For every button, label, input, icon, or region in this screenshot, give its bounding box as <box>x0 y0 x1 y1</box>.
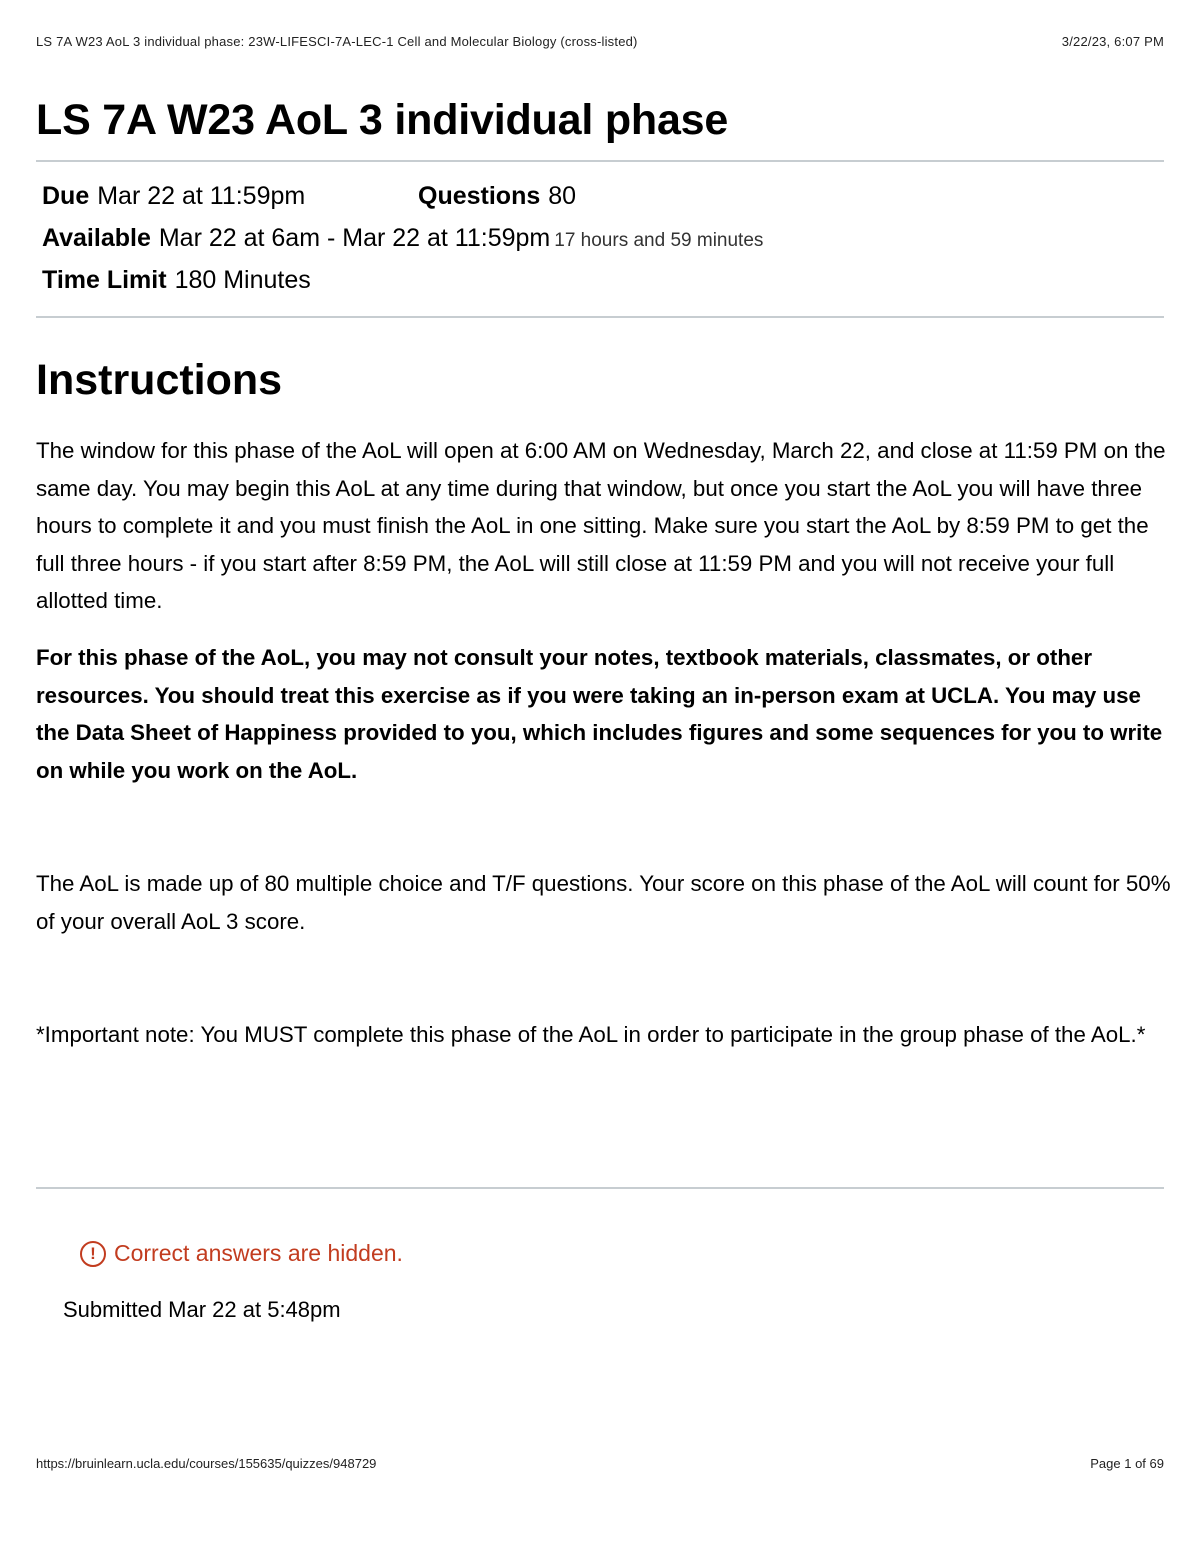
print-footer-page: Page 1 of 69 <box>1090 1456 1164 1471</box>
page-title: LS 7A W23 AoL 3 individual phase <box>36 96 729 144</box>
questions-row <box>418 182 576 211</box>
questions-label: Questions <box>418 182 541 210</box>
due-value: Mar 22 at 11:59pm <box>97 182 306 210</box>
print-header-datetime: 3/22/23, 6:07 PM <box>1061 34 1164 49</box>
submitted-timestamp: Submitted Mar 22 at 5:48pm <box>63 1297 341 1322</box>
due-label: Due <box>42 182 90 210</box>
divider-top <box>36 160 1164 162</box>
due-row <box>42 182 305 211</box>
time-limit-row <box>42 266 311 295</box>
available-value: Mar 22 at 6am - Mar 22 at 11:59pm <box>158 224 551 252</box>
instructions-heading: Instructions <box>36 356 283 404</box>
hidden-answers-notice <box>80 1240 403 1267</box>
available-row <box>42 224 763 253</box>
hidden-answers-text: Correct answers are hidden. <box>114 1240 403 1266</box>
print-footer-url[interactable]: https://bruinlearn.ucla.edu/courses/155635/quizzes/948729 <box>36 1456 377 1471</box>
instructions-paragraph-scoring: The AoL is made up of 80 multiple choice and T/F questions. Your score on this phase of the AoL will count for 50% of your overall AoL 3 score. <box>36 871 1171 934</box>
time-limit-label: Time Limit <box>42 266 167 294</box>
available-duration: 17 hours and 59 minutes <box>554 230 764 251</box>
print-header-title: LS 7A W23 AoL 3 individual phase: 23W-LIFESCI-7A-LEC-1 Cell and Molecular Biology (cross-listed) <box>36 34 638 49</box>
available-label: Available <box>42 224 151 252</box>
time-limit-value: 180 Minutes <box>174 266 311 294</box>
instructions-paragraph-window: The window for this phase of the AoL will open at 6:00 AM on Wednesday, March 22, and close at 11:59 PM on the same day. You may begin this AoL at any time during that window, but once you start the AoL you will have three hours to complete it and you must finish the AoL in one sitting. Make sure you start the AoL by 8:59 PM to get the full three hours - if you start after 8:59 PM, the AoL will still close at 11:59 PM and you will not receive your full allotted time. <box>36 438 1166 614</box>
divider-meta <box>36 316 1164 318</box>
warning-icon: ! <box>80 1241 106 1267</box>
questions-value: 80 <box>548 182 577 210</box>
divider-results <box>36 1187 1164 1189</box>
instructions-paragraph-rules: For this phase of the AoL, you may not consult your notes, textbook materials, classmates, or other resources. You should treat this exercise as if you were taking an in-person exam at UCLA. You may use the Data Sheet of Happiness provided to you, which includes figures and some sequences for you to write on while you work on the AoL. <box>36 645 1163 783</box>
instructions-paragraph-note: *Important note: You MUST complete this phase of the AoL in order to participate in the group phase of the AoL.* <box>36 1022 1146 1047</box>
